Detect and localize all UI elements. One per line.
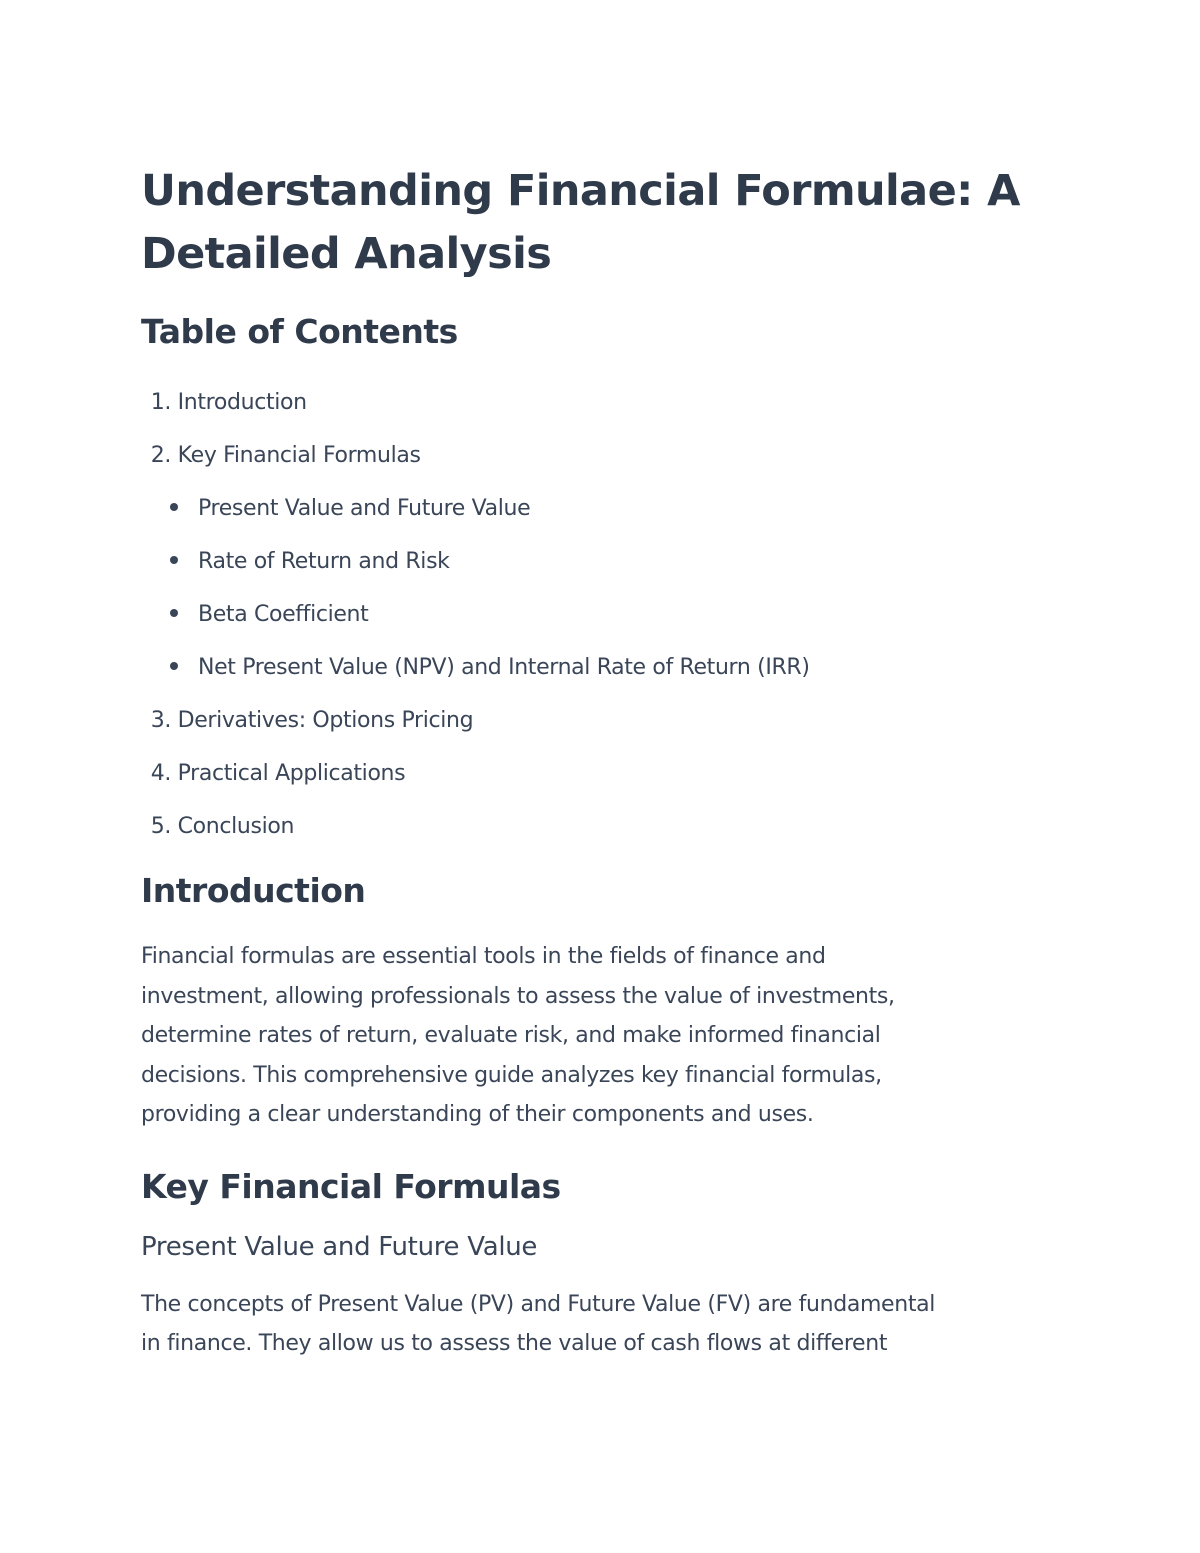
toc-subitem-npv-irr[interactable] bbox=[141, 641, 1071, 694]
document-title-text: Understanding Financial Formulae: A Detailed Analysis bbox=[141, 166, 1020, 279]
toc-item-number: 4. bbox=[150, 761, 171, 786]
document-page bbox=[141, 160, 1071, 1364]
pv-fv-heading: Present Value and Future Value bbox=[141, 1231, 538, 1262]
toc-item-number: 3. bbox=[150, 708, 171, 733]
toc-subitem-beta[interactable] bbox=[141, 588, 1071, 641]
toc-subitem-label: Beta Coefficient bbox=[198, 602, 369, 627]
toc-item-label: Key Financial Formulas bbox=[177, 443, 421, 468]
toc-item-label: Conclusion bbox=[177, 814, 295, 839]
paragraph-line: Financial formulas are essential tools in the fields of finance and bbox=[141, 944, 826, 969]
paragraph-line: in finance. They allow us to assess the value of cash flows at different bbox=[141, 1331, 888, 1356]
bullet-icon bbox=[170, 662, 178, 670]
toc-item-number: 1. bbox=[150, 390, 171, 415]
bullet-icon bbox=[170, 609, 178, 617]
introduction-heading: Introduction bbox=[141, 871, 366, 910]
toc-subitem-label: Rate of Return and Risk bbox=[198, 549, 450, 574]
toc-item-label: Derivatives: Options Pricing bbox=[177, 708, 474, 733]
toc-item-number: 5. bbox=[150, 814, 171, 839]
document-title bbox=[141, 160, 1071, 286]
toc-heading: Table of Contents bbox=[141, 312, 458, 351]
toc-subitem-return-risk[interactable] bbox=[141, 535, 1071, 588]
toc-subitem-label: Net Present Value (NPV) and Internal Rate of Return (IRR) bbox=[198, 655, 810, 680]
key-formulas-heading: Key Financial Formulas bbox=[141, 1166, 561, 1206]
toc-item-number: 2. bbox=[150, 443, 171, 468]
paragraph-line: decisions. This comprehensive guide analyzes key financial formulas, bbox=[141, 1062, 882, 1088]
bullet-icon bbox=[170, 556, 178, 564]
introduction-paragraph bbox=[141, 937, 1071, 1135]
bullet-icon bbox=[170, 503, 178, 511]
toc-item-practical-applications[interactable] bbox=[141, 747, 1071, 800]
pv-fv-paragraph bbox=[141, 1285, 1071, 1364]
toc-subitem-label: Present Value and Future Value bbox=[198, 496, 531, 521]
toc-item-derivatives[interactable] bbox=[141, 694, 1071, 747]
paragraph-line: The concepts of Present Value (PV) and Future Value (FV) are fundamental bbox=[141, 1291, 935, 1317]
toc-item-label: Introduction bbox=[177, 390, 307, 415]
toc-item-label: Practical Applications bbox=[177, 761, 406, 786]
table-of-contents bbox=[141, 376, 1071, 853]
paragraph-line: investment, allowing professionals to assess the value of investments, bbox=[141, 983, 895, 1009]
toc-item-conclusion[interactable] bbox=[141, 800, 1071, 853]
toc-item-key-financial-formulas[interactable] bbox=[141, 429, 1071, 482]
paragraph-line: determine rates of return, evaluate risk, and make informed financial bbox=[141, 1023, 881, 1048]
toc-subitem-pv-fv[interactable] bbox=[141, 482, 1071, 535]
paragraph-line: providing a clear understanding of their components and uses. bbox=[141, 1102, 814, 1127]
toc-item-introduction[interactable] bbox=[141, 376, 1071, 429]
